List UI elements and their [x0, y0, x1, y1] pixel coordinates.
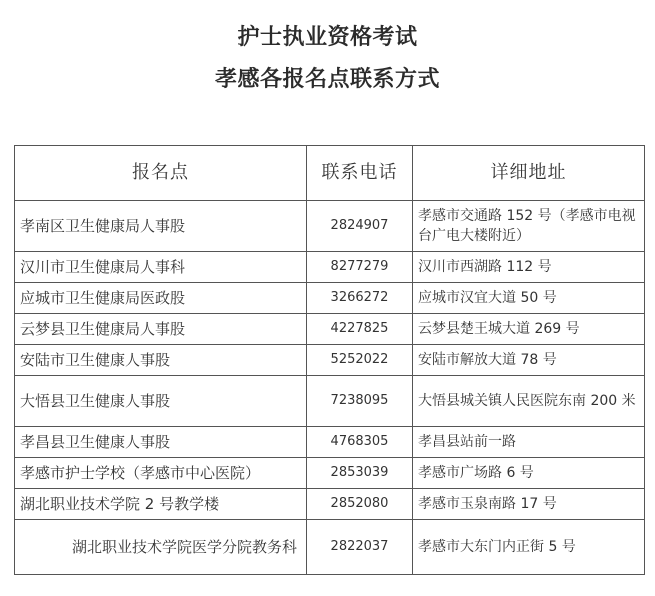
- row-location: 孝感市护士学校（孝感市中心医院）: [15, 458, 307, 489]
- page-title: 护士执业资格考试: [237, 25, 418, 50]
- table-row: [15, 314, 645, 345]
- row-address: 云梦县楚王城大道 269 号: [413, 314, 645, 345]
- table-row: [15, 458, 645, 489]
- row-location: 湖北职业技术学院 2 号教学楼: [15, 489, 307, 520]
- row-address: 大悟县城关镇人民医院东南 200 米: [413, 376, 645, 427]
- row-address: 安陆市解放大道 78 号: [413, 345, 645, 376]
- row-address: 孝感市玉泉南路 17 号: [413, 489, 645, 520]
- row-phone: 8277279: [307, 252, 413, 283]
- row-phone: 2853039: [307, 458, 413, 489]
- row-location: 湖北职业技术学院医学分院教务科: [15, 520, 307, 575]
- page-subtitle: 孝感各报名点联系方式: [214, 67, 440, 92]
- row-address: 孝感市大东门内正街 5 号: [413, 520, 645, 575]
- table-row: [15, 252, 645, 283]
- table-row: [15, 376, 645, 427]
- table-header-row: [15, 146, 645, 201]
- row-location: 汉川市卫生健康局人事科: [15, 252, 307, 283]
- contact-table: [14, 145, 645, 575]
- table-row: [15, 489, 645, 520]
- row-phone: 7238095: [307, 376, 413, 427]
- row-phone: 4227825: [307, 314, 413, 345]
- row-phone: 2824907: [307, 201, 413, 252]
- row-location: 云梦县卫生健康局人事股: [15, 314, 307, 345]
- table-row: [15, 283, 645, 314]
- row-location: 应城市卫生健康局医政股: [15, 283, 307, 314]
- row-phone: 2822037: [307, 520, 413, 575]
- row-location: 孝南区卫生健康局人事股: [15, 201, 307, 252]
- row-location: 安陆市卫生健康人事股: [15, 345, 307, 376]
- row-address: 孝昌县站前一路: [413, 427, 645, 458]
- row-address: 孝感市交通路 152 号（孝感市电视台广电大楼附近）: [413, 201, 645, 252]
- header-phone: 联系电话: [307, 146, 413, 201]
- row-phone: 2852080: [307, 489, 413, 520]
- table-row: [15, 345, 645, 376]
- header-location: 报名点: [15, 146, 307, 201]
- row-address: 应城市汉宜大道 50 号: [413, 283, 645, 314]
- row-phone: 5252022: [307, 345, 413, 376]
- row-phone: 3266272: [307, 283, 413, 314]
- row-address: 汉川市西湖路 112 号: [413, 252, 645, 283]
- row-location: 孝昌县卫生健康人事股: [15, 427, 307, 458]
- table-row: [15, 201, 645, 252]
- row-location: 大悟县卫生健康人事股: [15, 376, 307, 427]
- row-phone: 4768305: [307, 427, 413, 458]
- header-address: 详细地址: [413, 146, 645, 201]
- row-address: 孝感市广场路 6 号: [413, 458, 645, 489]
- table-row: [15, 520, 645, 575]
- table-row: [15, 427, 645, 458]
